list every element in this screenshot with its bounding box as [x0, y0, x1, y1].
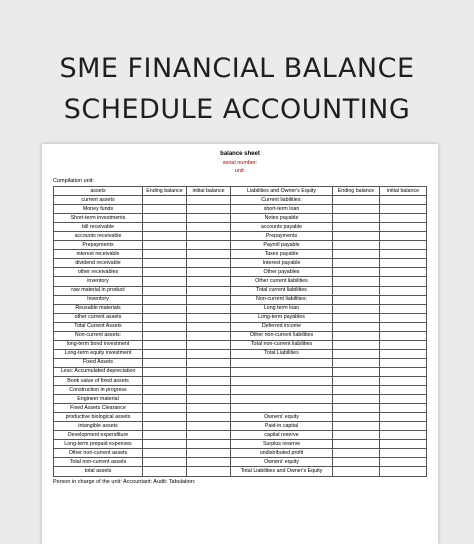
- asset-initial-balance-cell: [187, 295, 231, 304]
- asset-ending-balance-cell: [143, 349, 187, 358]
- asset-ending-balance-cell: [143, 241, 187, 250]
- asset-ending-balance-cell: [143, 304, 187, 313]
- table-row: [54, 395, 427, 404]
- liability-ending-balance-cell: [333, 413, 380, 422]
- signature-footer: Person in charge of the unit: Accountant: Audit: Tabulation:: [53, 479, 196, 485]
- asset-ending-balance-cell: [143, 440, 187, 449]
- table-row: [54, 313, 427, 322]
- table-row: [54, 268, 427, 277]
- liability-ending-balance-cell: [333, 376, 380, 385]
- table-row: [54, 295, 427, 304]
- asset-label-cell: Fixed Assets: [54, 358, 143, 367]
- table-row: [54, 431, 427, 440]
- liability-ending-balance-cell: [333, 295, 380, 304]
- liability-ending-balance-cell: [333, 349, 380, 358]
- table-header-cell: Liabilities and Owner's Equity: [231, 187, 333, 196]
- liability-initial-balance-cell: [380, 322, 427, 331]
- compilation-unit-label: Compilation unit:: [53, 178, 94, 184]
- liability-ending-balance-cell: [333, 449, 380, 458]
- asset-initial-balance-cell: [187, 467, 231, 476]
- asset-ending-balance-cell: [143, 367, 187, 376]
- asset-initial-balance-cell: [187, 259, 231, 268]
- asset-initial-balance-cell: [187, 205, 231, 214]
- liability-label-cell: accounts payable: [231, 223, 333, 232]
- liability-initial-balance-cell: [380, 250, 427, 259]
- liability-initial-balance-cell: [380, 440, 427, 449]
- liability-initial-balance-cell: [380, 223, 427, 232]
- liability-ending-balance-cell: [333, 205, 380, 214]
- asset-initial-balance-cell: [187, 286, 231, 295]
- table-row: [54, 322, 427, 331]
- liability-label-cell: Owners' equity: [231, 458, 333, 467]
- asset-label-cell: Engineer material: [54, 395, 143, 404]
- liability-label-cell: Current liabilities:: [231, 196, 333, 205]
- table-row: [54, 404, 427, 413]
- serial-number-label: serial number:: [222, 160, 258, 166]
- liability-ending-balance-cell: [333, 440, 380, 449]
- liability-ending-balance-cell: [333, 259, 380, 268]
- asset-ending-balance-cell: [143, 340, 187, 349]
- liability-label-cell: Other non-current liabilities: [231, 331, 333, 340]
- liability-label-cell: Deferred income: [231, 322, 333, 331]
- liability-ending-balance-cell: [333, 214, 380, 223]
- liability-ending-balance-cell: [333, 277, 380, 286]
- liability-ending-balance-cell: [333, 431, 380, 440]
- liability-initial-balance-cell: [380, 241, 427, 250]
- liability-label-cell: [231, 386, 333, 395]
- liability-initial-balance-cell: [380, 449, 427, 458]
- table-row: [54, 277, 427, 286]
- asset-initial-balance-cell: [187, 340, 231, 349]
- table-row: [54, 386, 427, 395]
- page-title-line-1: SME FINANCIAL BALANCE: [59, 53, 415, 84]
- asset-ending-balance-cell: [143, 449, 187, 458]
- asset-ending-balance-cell: [143, 214, 187, 223]
- asset-ending-balance-cell: [143, 250, 187, 259]
- table-row: [54, 449, 427, 458]
- asset-ending-balance-cell: [143, 395, 187, 404]
- liability-label-cell: Prepayments: [231, 232, 333, 241]
- table-row: [54, 205, 427, 214]
- asset-initial-balance-cell: [187, 232, 231, 241]
- liability-initial-balance-cell: [380, 422, 427, 431]
- asset-ending-balance-cell: [143, 431, 187, 440]
- liability-ending-balance-cell: [333, 404, 380, 413]
- liability-label-cell: Non-current liabilities:: [231, 295, 333, 304]
- liability-label-cell: [231, 376, 333, 385]
- liability-initial-balance-cell: [380, 286, 427, 295]
- asset-initial-balance-cell: [187, 304, 231, 313]
- asset-initial-balance-cell: [187, 413, 231, 422]
- asset-initial-balance-cell: [187, 241, 231, 250]
- liability-ending-balance-cell: [333, 458, 380, 467]
- asset-label-cell: Long-term equity investment: [54, 349, 143, 358]
- liability-initial-balance-cell: [380, 458, 427, 467]
- asset-initial-balance-cell: [187, 196, 231, 205]
- asset-initial-balance-cell: [187, 431, 231, 440]
- asset-initial-balance-cell: [187, 367, 231, 376]
- asset-label-cell: current assets: [54, 196, 143, 205]
- asset-ending-balance-cell: [143, 259, 187, 268]
- asset-ending-balance-cell: [143, 331, 187, 340]
- asset-initial-balance-cell: [187, 458, 231, 467]
- table-row: [54, 331, 427, 340]
- liability-label-cell: Other current liabilities: [231, 277, 333, 286]
- liability-ending-balance-cell: [333, 250, 380, 259]
- sheet-title: balance sheet: [220, 151, 260, 157]
- asset-ending-balance-cell: [143, 286, 187, 295]
- liability-initial-balance-cell: [380, 259, 427, 268]
- asset-ending-balance-cell: [143, 358, 187, 367]
- liability-initial-balance-cell: [380, 467, 427, 476]
- asset-ending-balance-cell: [143, 386, 187, 395]
- asset-label-cell: Construction in progress: [54, 386, 143, 395]
- asset-initial-balance-cell: [187, 386, 231, 395]
- asset-label-cell: Total Current Assets: [54, 322, 143, 331]
- liability-ending-balance-cell: [333, 395, 380, 404]
- liability-initial-balance-cell: [380, 304, 427, 313]
- asset-initial-balance-cell: [187, 404, 231, 413]
- liability-initial-balance-cell: [380, 313, 427, 322]
- asset-label-cell: Fixed Assets Clearance: [54, 404, 143, 413]
- liability-label-cell: [231, 358, 333, 367]
- table-row: [54, 367, 427, 376]
- asset-initial-balance-cell: [187, 331, 231, 340]
- asset-label-cell: accounts receivable: [54, 232, 143, 241]
- liability-label-cell: Total non-current liabilities: [231, 340, 333, 349]
- table-row: [54, 376, 427, 385]
- balance-sheet-document: [42, 144, 438, 544]
- liability-ending-balance-cell: [333, 241, 380, 250]
- asset-ending-balance-cell: [143, 196, 187, 205]
- asset-label-cell: intangible assets: [54, 422, 143, 431]
- liability-label-cell: Long term loan: [231, 304, 333, 313]
- liability-ending-balance-cell: [333, 386, 380, 395]
- liability-initial-balance-cell: [380, 376, 427, 385]
- liability-ending-balance-cell: [333, 286, 380, 295]
- liability-ending-balance-cell: [333, 322, 380, 331]
- liability-initial-balance-cell: [380, 295, 427, 304]
- liability-label-cell: Surplus reserve: [231, 440, 333, 449]
- table-row: [54, 304, 427, 313]
- asset-initial-balance-cell: [187, 349, 231, 358]
- liability-ending-balance-cell: [333, 313, 380, 322]
- liability-initial-balance-cell: [380, 268, 427, 277]
- asset-label-cell: Long-term prepaid expenses: [54, 440, 143, 449]
- asset-label-cell: Reusable materials: [54, 304, 143, 313]
- liability-ending-balance-cell: [333, 232, 380, 241]
- asset-label-cell: long-term bond investment: [54, 340, 143, 349]
- liability-label-cell: Owners' equity: [231, 413, 333, 422]
- liability-initial-balance-cell: [380, 340, 427, 349]
- asset-ending-balance-cell: [143, 268, 187, 277]
- table-row: [54, 340, 427, 349]
- liability-label-cell: [231, 367, 333, 376]
- liability-label-cell: [231, 404, 333, 413]
- asset-label-cell: other receivables: [54, 268, 143, 277]
- liability-initial-balance-cell: [380, 367, 427, 376]
- asset-ending-balance-cell: [143, 458, 187, 467]
- liability-ending-balance-cell: [333, 358, 380, 367]
- asset-label-cell: Short-term investments: [54, 214, 143, 223]
- liability-initial-balance-cell: [380, 277, 427, 286]
- liability-initial-balance-cell: [380, 196, 427, 205]
- table-row: [54, 467, 427, 476]
- liability-label-cell: capital reserve: [231, 431, 333, 440]
- liability-label-cell: Total Liabilities: [231, 349, 333, 358]
- asset-label-cell: Inventory: [54, 295, 143, 304]
- asset-initial-balance-cell: [187, 250, 231, 259]
- table-header-cell: assets: [54, 187, 143, 196]
- liability-initial-balance-cell: [380, 349, 427, 358]
- asset-initial-balance-cell: [187, 268, 231, 277]
- table-row: [54, 286, 427, 295]
- asset-ending-balance-cell: [143, 376, 187, 385]
- liability-initial-balance-cell: [380, 431, 427, 440]
- liability-label-cell: Total current liabilities: [231, 286, 333, 295]
- liability-ending-balance-cell: [333, 467, 380, 476]
- liability-label-cell: short-term loan: [231, 205, 333, 214]
- asset-ending-balance-cell: [143, 295, 187, 304]
- asset-initial-balance-cell: [187, 322, 231, 331]
- liability-ending-balance-cell: [333, 367, 380, 376]
- liability-label-cell: [231, 395, 333, 404]
- table-row: [54, 422, 427, 431]
- liability-ending-balance-cell: [333, 223, 380, 232]
- asset-ending-balance-cell: [143, 467, 187, 476]
- asset-ending-balance-cell: [143, 223, 187, 232]
- liability-initial-balance-cell: [380, 395, 427, 404]
- asset-label-cell: Less: Accumulated depreciation: [54, 367, 143, 376]
- asset-label-cell: inventory: [54, 277, 143, 286]
- liability-label-cell: Total Liabilities and Owner's Equity: [231, 467, 333, 476]
- asset-label-cell: productive biological assets: [54, 413, 143, 422]
- liability-ending-balance-cell: [333, 268, 380, 277]
- asset-label-cell: Prepayments: [54, 241, 143, 250]
- liability-initial-balance-cell: [380, 232, 427, 241]
- table-row: [54, 250, 427, 259]
- asset-label-cell: bill receivable: [54, 223, 143, 232]
- unit-label: unit:: [234, 168, 246, 174]
- asset-label-cell: Total non-current assets: [54, 458, 143, 467]
- table-header-cell: Ending balance: [143, 187, 187, 196]
- table-row: [54, 349, 427, 358]
- liability-label-cell: Notes payable: [231, 214, 333, 223]
- liability-ending-balance-cell: [333, 422, 380, 431]
- asset-ending-balance-cell: [143, 232, 187, 241]
- asset-label-cell: Non-current assets:: [54, 331, 143, 340]
- liability-initial-balance-cell: [380, 404, 427, 413]
- asset-label-cell: interest receivable: [54, 250, 143, 259]
- liability-ending-balance-cell: [333, 196, 380, 205]
- liability-initial-balance-cell: [380, 358, 427, 367]
- table-row: [54, 241, 427, 250]
- asset-ending-balance-cell: [143, 313, 187, 322]
- asset-initial-balance-cell: [187, 358, 231, 367]
- table-header-row: [54, 187, 427, 196]
- asset-ending-balance-cell: [143, 422, 187, 431]
- liability-label-cell: Taxes payable: [231, 250, 333, 259]
- asset-initial-balance-cell: [187, 449, 231, 458]
- table-header-cell: Ending balance: [333, 187, 380, 196]
- table-row: [54, 232, 427, 241]
- table-header-cell: initial balance: [380, 187, 427, 196]
- asset-ending-balance-cell: [143, 205, 187, 214]
- liability-label-cell: Paid-in capital: [231, 422, 333, 431]
- table-row: [54, 214, 427, 223]
- table-row: [54, 196, 427, 205]
- asset-initial-balance-cell: [187, 440, 231, 449]
- asset-label-cell: other current assets: [54, 313, 143, 322]
- asset-initial-balance-cell: [187, 313, 231, 322]
- table-row: [54, 440, 427, 449]
- liability-ending-balance-cell: [333, 331, 380, 340]
- liability-initial-balance-cell: [380, 214, 427, 223]
- asset-label-cell: Development expenditure: [54, 431, 143, 440]
- asset-initial-balance-cell: [187, 214, 231, 223]
- table-row: [54, 413, 427, 422]
- asset-ending-balance-cell: [143, 413, 187, 422]
- asset-initial-balance-cell: [187, 376, 231, 385]
- page-title: [0, 48, 474, 130]
- asset-ending-balance-cell: [143, 322, 187, 331]
- asset-label-cell: raw material in product: [54, 286, 143, 295]
- asset-label-cell: Book value of fixed assets: [54, 376, 143, 385]
- asset-initial-balance-cell: [187, 395, 231, 404]
- asset-initial-balance-cell: [187, 223, 231, 232]
- asset-ending-balance-cell: [143, 277, 187, 286]
- asset-label-cell: dividend receivable: [54, 259, 143, 268]
- table-row: [54, 223, 427, 232]
- table-row: [54, 458, 427, 467]
- liability-initial-balance-cell: [380, 413, 427, 422]
- liability-ending-balance-cell: [333, 340, 380, 349]
- liability-ending-balance-cell: [333, 304, 380, 313]
- liability-initial-balance-cell: [380, 331, 427, 340]
- liability-initial-balance-cell: [380, 205, 427, 214]
- table-row: [54, 259, 427, 268]
- page-title-line-2: SCHEDULE ACCOUNTING: [63, 94, 411, 125]
- asset-initial-balance-cell: [187, 277, 231, 286]
- liability-label-cell: Interest payable: [231, 259, 333, 268]
- asset-initial-balance-cell: [187, 422, 231, 431]
- balance-table: [53, 186, 427, 477]
- table-header-cell: initial balance: [187, 187, 231, 196]
- liability-label-cell: Long-term payables: [231, 313, 333, 322]
- asset-label-cell: Other non-current assets: [54, 449, 143, 458]
- asset-label-cell: Money funds: [54, 205, 143, 214]
- liability-label-cell: undistributed profit: [231, 449, 333, 458]
- asset-ending-balance-cell: [143, 404, 187, 413]
- liability-label-cell: Other payables: [231, 268, 333, 277]
- liability-label-cell: Payroll payable: [231, 241, 333, 250]
- asset-label-cell: total assets: [54, 467, 143, 476]
- liability-initial-balance-cell: [380, 386, 427, 395]
- table-row: [54, 358, 427, 367]
